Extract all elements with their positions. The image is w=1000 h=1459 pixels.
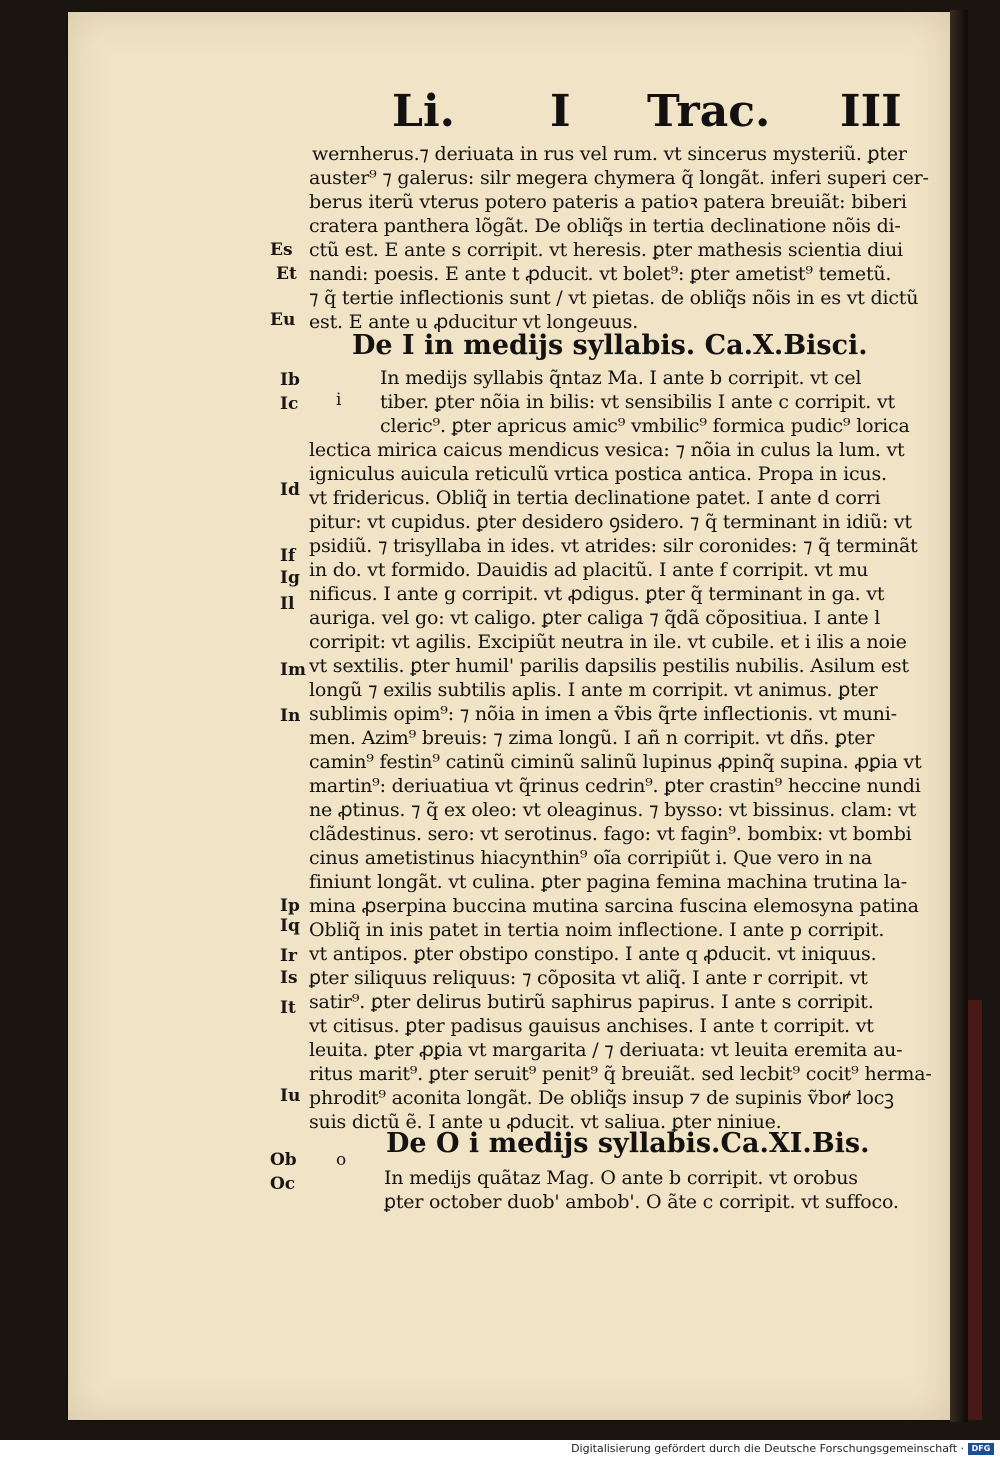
text-line: longũ ⁊ exilis subtilis aplis. I ante m corripit. vt animus. ꝑter (309, 679, 878, 701)
text-line: satir⁹. ꝑter delirus butirũ saphirus papirus. I ante s corripit. (309, 991, 874, 1013)
text-line: cinus ametistinus hiacynthin⁹ oĩa corripiũt i. Que vero in na (309, 847, 872, 869)
margin-note: Et (276, 264, 297, 284)
text-line: lectica mirica caicus mendicus vesica: ⁊ nõia in culus la lum. vt (309, 439, 905, 461)
margin-note: o (336, 1150, 347, 1170)
margin-note: Ob (270, 1150, 297, 1170)
margin-note: Ic (280, 394, 299, 414)
text-line: mina ꝓserpina buccina mutina sarcina fuscina elemosyna patina (309, 895, 919, 917)
text-line: cleric⁹. ꝑter apricus amic⁹ vmbilic⁹ formica pudic⁹ lorica (380, 415, 910, 437)
text-line: finiunt longãt. vt culina. ꝑter pagina femina machina trutina la‑ (309, 871, 907, 893)
margin-note: Ir (280, 946, 297, 966)
text-line: vt sextilis. ꝑter humil' parilis dapsilis pestilis nubilis. Asilum est (309, 655, 909, 677)
text-line: ritus marit⁹. ꝑter seruit⁹ penit⁹ q̃ breuiãt. sed lecbit⁹ cocit⁹ herma‑ (309, 1063, 932, 1085)
header-liber-number: I (550, 86, 571, 137)
text-line: clãdestinus. sero: vt serotinus. fago: vt fagin⁹. bombix: vt bombi (309, 823, 912, 845)
chapter-heading-x: De I in medijs syllabis. Ca.X.Bisci. (352, 330, 868, 361)
header-liber: Li. (392, 86, 455, 137)
text-line: In medijs quãtaz Mag. O ante b corripit. vt orobus (384, 1167, 858, 1189)
text-line: phrodit⁹ aconita longãt. De obliq̃s insup ⁊ de supinis ṽboꝵ locꝫ (309, 1087, 894, 1109)
text-line: In medijs syllabis q̃ntaz Ma. I ante b corripit. vt cel (380, 367, 862, 389)
margin-note: Eu (270, 310, 296, 330)
margin-note: In (280, 706, 301, 726)
text-line: vt citisus. ꝑter padisus gauisus anchises. I ante t corripit. vt (309, 1015, 874, 1037)
funding-credit: Digitalisierung gefördert durch die Deutsche Forschungsgemeinschaft · (571, 1442, 964, 1455)
margin-note: Ib (280, 370, 300, 390)
text-line: wernherus.⁊ deriuata in rus vel rum. vt sincerus mysteriũ. ꝑter (312, 143, 907, 165)
text-line: psidiũ. ⁊ trisyllaba in ides. vt atrides: silr coronides: ⁊ q̃ terminãt (309, 535, 918, 557)
text-line: pitur: vt cupidus. ꝑter desidero ꝯsidero. ⁊ q̃ terminant in idiũ: vt (309, 511, 912, 533)
text-line: cratera panthera lõgãt. De obliq̃s in tertia declinatione nõis di‑ (309, 215, 901, 237)
text-line: ꝑter october duob' ambob'. O ãte c corripit. vt suffoco. (384, 1191, 899, 1213)
text-line: ꝑter siliquus reliquus: ⁊ cõposita vt aliq̃. I ante r corripit. vt (309, 967, 868, 989)
text-line: martin⁹: deriuatiua vt q̃rinus cedrin⁹. ꝑter crastin⁹ heccine nundi (309, 775, 921, 797)
text-line: igniculus auicula reticulũ vrtica postica antica. Propa in icus. (309, 463, 887, 485)
margin-note: Oc (270, 1174, 296, 1194)
margin-note: i (336, 390, 342, 410)
text-line: vt fridericus. Obliq̃ in tertia declinatione patet. I ante d corri (309, 487, 881, 509)
text-line: camin⁹ festin⁹ catinũ ciminũ salinũ lupinus ꝓpinq̃ supina. ꝓꝑia vt (309, 751, 922, 773)
text-line: men. Azim⁹ breuis: ⁊ zima longũ. I añ n corripit. vt dñs. ꝑter (309, 727, 875, 749)
margin-note: Iu (280, 1086, 301, 1106)
text-line: Obliq̃ in inis patet in tertia noim inflectione. I ante p corripit. (309, 919, 885, 941)
chapter-heading-xi: De O i medijs syllabis.Ca.XI.Bis. (386, 1128, 870, 1159)
text-line: nificus. I ante g corripit. vt ꝓdigus. ꝑter q̃ terminant in ga. vt (309, 583, 885, 605)
text-line: berus iterũ vterus potero pateris a patioꝛ patera breuiãt: biberi (309, 191, 907, 213)
margin-note: Im (280, 660, 306, 680)
margin-note: If (280, 546, 296, 566)
text-line: tiber. ꝑter nõia in bilis: vt sensibilis I ante c corripit. vt (380, 391, 895, 413)
margin-note: Id (280, 480, 300, 500)
margin-note: Il (280, 594, 295, 614)
text-line: est. E ante u ꝓducitur vt longeuus. (309, 311, 639, 333)
margin-note: Iq (280, 916, 300, 936)
margin-note: Is (280, 968, 298, 988)
margin-note: It (280, 998, 296, 1018)
text-line: auriga. vel go: vt caligo. ꝑter caliga ⁊ q̃dã cõpositiua. I ante l (309, 607, 881, 629)
text-line: sublimis opim⁹: ⁊ nõia in imen a ṽbis q̃rte inflectionis. vt muni‑ (309, 703, 897, 725)
header-tractatus: Trac. (647, 86, 771, 137)
header-tractatus-number: III (840, 86, 902, 137)
margin-note: Ip (280, 896, 300, 916)
text-line: auster⁹ ⁊ galerus: silr megera chymera q̃ longãt. inferi superi cer‑ (309, 167, 929, 189)
text-line: corripit: vt agilis. Excipiũt neutra in ile. vt cubile. et i ilis a noie (309, 631, 907, 653)
margin-note: Ig (280, 568, 300, 588)
text-line: ctũ est. E ante s corripit. vt heresis. ꝑter mathesis scientia diui (309, 239, 903, 261)
text-line: vt antipos. ꝑter obstipo constipo. I ante q ꝓducit. vt iniquus. (309, 943, 877, 965)
text-line: ne ꝓtinus. ⁊ q̃ ex oleo: vt oleaginus. ⁊ bysso: vt bissinus. clam: vt (309, 799, 917, 821)
text-line: in do. vt formido. Dauidis ad placitũ. I ante f corripit. vt mu (309, 559, 869, 581)
text-line: ⁊ q̃ tertie inflectionis sunt / vt pietas. de obliq̃s nõis in es vt dictũ (309, 287, 919, 309)
text-line: nandi: poesis. E ante t ꝓducit. vt bolet⁹: ꝑter ametist⁹ temetũ. (309, 263, 892, 285)
text-line: leuita. ꝑter ꝓꝑia vt margarita / ⁊ deriuata: vt leuita eremita au‑ (309, 1039, 903, 1061)
margin-note: Es (270, 240, 293, 260)
text-line: suis dictũ ẽ. I ante u ꝓducit. vt saliua. ꝑter niniue. (309, 1111, 782, 1133)
digitization-footer (0, 1440, 1000, 1459)
dfg-logo-icon: DFG (968, 1443, 994, 1455)
